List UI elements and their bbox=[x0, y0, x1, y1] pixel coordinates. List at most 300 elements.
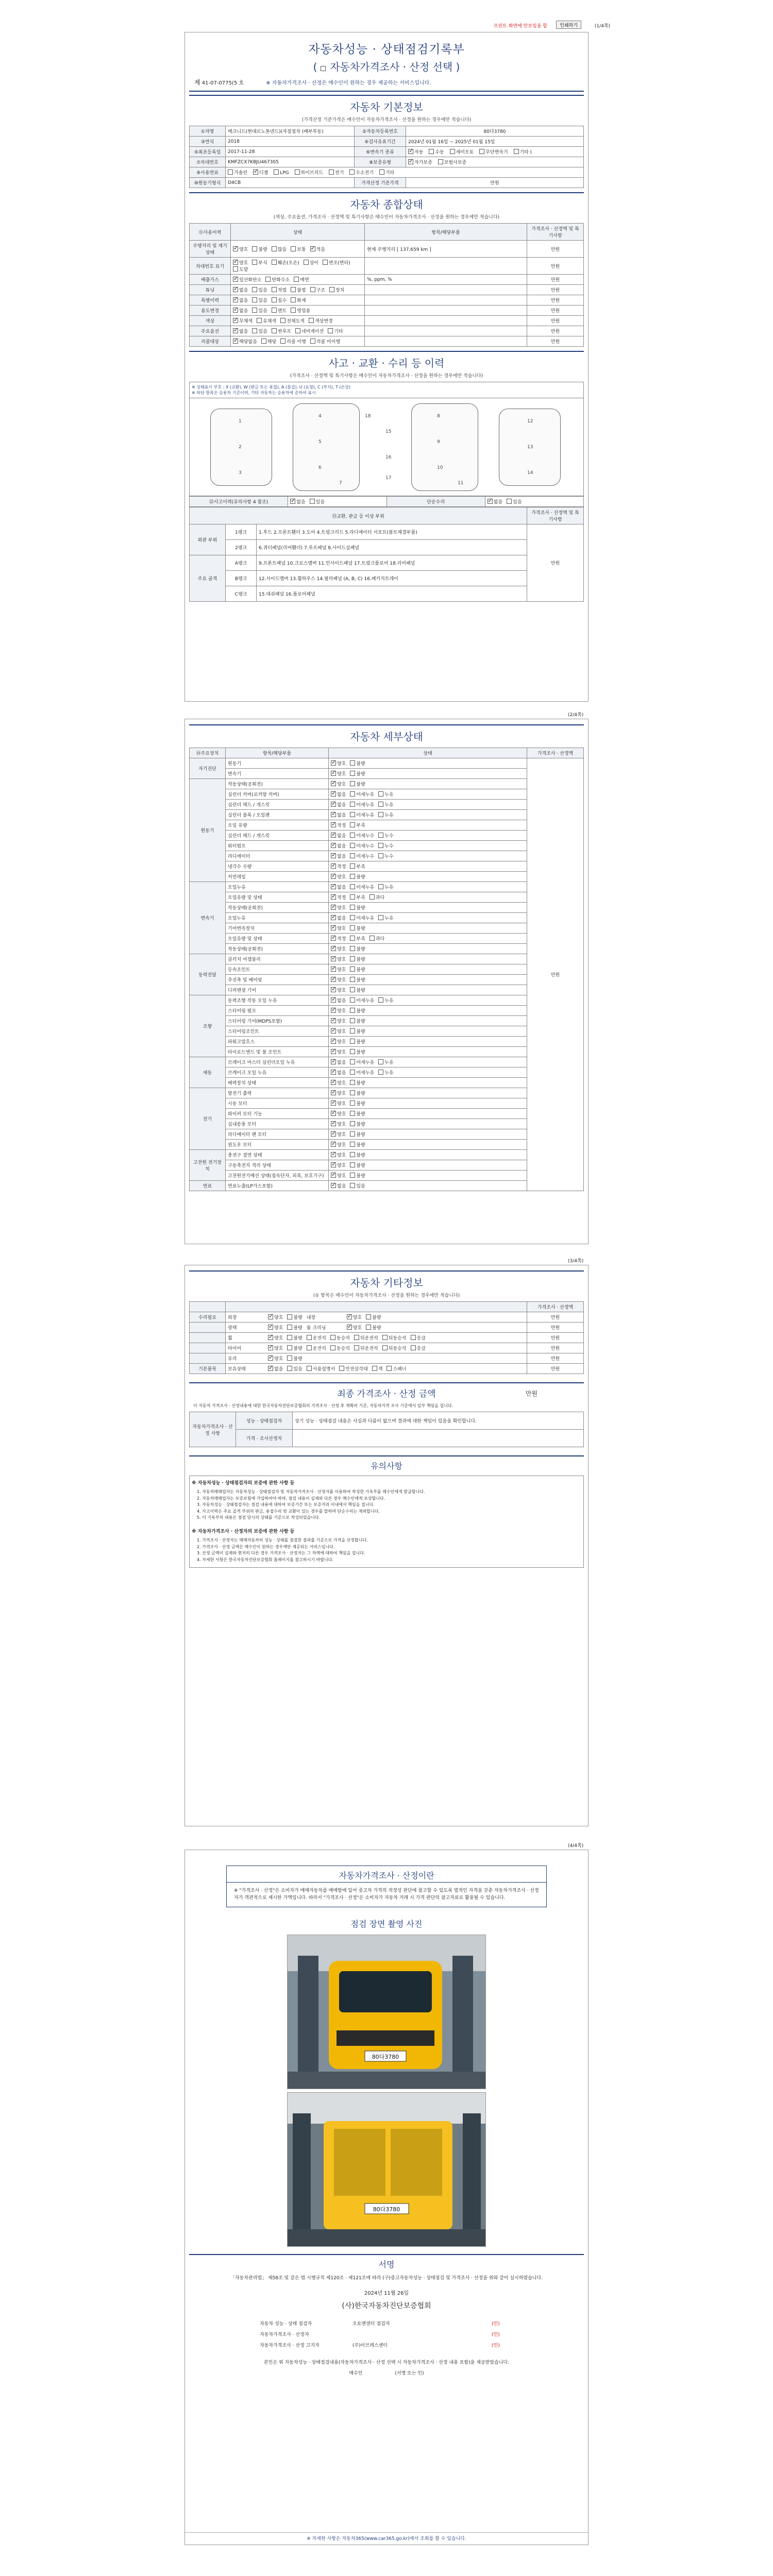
other-option bbox=[411, 1334, 426, 1341]
checkbox[interactable] bbox=[378, 802, 383, 807]
checkbox[interactable] bbox=[378, 833, 383, 838]
checkbox[interactable] bbox=[268, 1355, 273, 1361]
checkbox[interactable] bbox=[350, 1008, 355, 1013]
detail-option bbox=[378, 884, 393, 890]
accident-items: 1.후드 2.프론트휀더 3.도어 4.트렁크리드 5.라디에이터 서포트(볼트체결부품) bbox=[257, 524, 527, 540]
checkbox[interactable] bbox=[350, 1049, 355, 1054]
checkbox[interactable] bbox=[350, 894, 355, 900]
detail-row bbox=[190, 851, 584, 861]
option-label: 미세누유 bbox=[356, 998, 375, 1004]
car-part-number: 17 bbox=[385, 476, 392, 481]
checkbox[interactable] bbox=[331, 894, 336, 900]
model-year: 2018 bbox=[226, 137, 355, 147]
other-option bbox=[347, 1314, 362, 1320]
checkbox[interactable] bbox=[252, 297, 257, 302]
checkbox[interactable] bbox=[329, 287, 334, 292]
detail-row bbox=[190, 820, 584, 831]
checkbox[interactable] bbox=[331, 1039, 336, 1044]
checkbox[interactable] bbox=[304, 260, 309, 265]
checkbox[interactable] bbox=[272, 297, 277, 302]
signer-label: 자동차가격조사 · 산정자 bbox=[260, 2332, 309, 2337]
option-label: 양호 bbox=[337, 772, 346, 777]
checkbox[interactable] bbox=[310, 287, 315, 292]
checkbox[interactable] bbox=[252, 328, 257, 333]
page-1 bbox=[184, 32, 589, 702]
option-label: 없음 bbox=[274, 1367, 283, 1372]
checkbox[interactable] bbox=[411, 1345, 416, 1350]
checkbox[interactable] bbox=[350, 1131, 355, 1137]
checkbox[interactable] bbox=[268, 1314, 273, 1319]
status-row bbox=[190, 241, 584, 258]
checkbox[interactable] bbox=[233, 297, 238, 302]
checkbox[interactable] bbox=[331, 1049, 336, 1054]
detail-item: 충전구 절연 상태 bbox=[226, 1150, 329, 1160]
detail-item: 작동상태(공회전) bbox=[226, 779, 329, 789]
checkbox[interactable] bbox=[331, 863, 336, 869]
checkbox[interactable] bbox=[287, 1325, 292, 1330]
status-option bbox=[233, 276, 261, 283]
checkbox[interactable] bbox=[295, 328, 300, 333]
option-label: 불량 bbox=[356, 988, 365, 993]
checkbox[interactable] bbox=[309, 318, 314, 323]
option-label: 없음 bbox=[337, 1184, 346, 1189]
checkbox[interactable] bbox=[331, 874, 336, 879]
status-detail bbox=[365, 306, 527, 316]
checkbox[interactable] bbox=[252, 246, 257, 251]
detail-group: 자기진단 bbox=[190, 758, 226, 779]
detail-options bbox=[329, 892, 527, 903]
page-3 bbox=[184, 1265, 589, 1826]
checkbox[interactable] bbox=[350, 863, 355, 869]
option-label: 양호 bbox=[337, 988, 346, 993]
checkbox[interactable] bbox=[350, 997, 355, 1003]
checkbox[interactable] bbox=[350, 1070, 355, 1075]
option-label: 양호 bbox=[337, 1143, 346, 1148]
detail-row bbox=[190, 800, 584, 810]
checkbox[interactable] bbox=[331, 925, 336, 930]
checkbox[interactable] bbox=[386, 1366, 392, 1371]
checkbox[interactable] bbox=[350, 884, 355, 889]
signer-row bbox=[258, 2340, 515, 2350]
signer-mark[interactable]: (인) bbox=[492, 2332, 500, 2337]
checkbox[interactable] bbox=[331, 956, 336, 961]
checkbox[interactable] bbox=[331, 936, 336, 941]
checkbox[interactable] bbox=[272, 246, 277, 251]
checkbox[interactable] bbox=[272, 328, 277, 333]
detail-option bbox=[350, 1018, 365, 1024]
checkbox[interactable] bbox=[350, 1059, 355, 1064]
checkbox[interactable] bbox=[331, 946, 336, 951]
detail-option bbox=[350, 853, 374, 859]
detail-option bbox=[331, 1069, 346, 1076]
detail-option bbox=[331, 1172, 346, 1179]
checkbox[interactable] bbox=[287, 1335, 292, 1340]
checkbox[interactable] bbox=[287, 1345, 292, 1350]
option-label: 불량 bbox=[356, 1143, 365, 1148]
checkbox[interactable] bbox=[350, 1090, 355, 1095]
checkbox[interactable] bbox=[291, 287, 296, 292]
checkbox[interactable] bbox=[233, 308, 238, 313]
checkbox[interactable] bbox=[369, 936, 375, 941]
checkbox[interactable] bbox=[331, 905, 336, 910]
checkbox[interactable] bbox=[350, 1142, 355, 1147]
checkbox[interactable] bbox=[350, 915, 355, 920]
status-price: 만원 bbox=[527, 241, 584, 258]
checkbox[interactable] bbox=[233, 338, 238, 344]
checkbox[interactable] bbox=[323, 260, 328, 265]
checkbox[interactable] bbox=[339, 1366, 344, 1371]
receiver-sign[interactable]: (서명 또는 인) bbox=[395, 2370, 424, 2376]
detail-row bbox=[190, 975, 584, 985]
checkbox[interactable] bbox=[331, 987, 336, 992]
checkbox[interactable] bbox=[331, 760, 336, 766]
option-label: 양호 bbox=[337, 926, 346, 931]
option-label: 불량 bbox=[372, 1315, 381, 1320]
signer-mark[interactable]: (인) bbox=[492, 2343, 500, 2348]
option-label: 불량 bbox=[356, 1009, 365, 1014]
checkbox[interactable] bbox=[252, 308, 257, 313]
checkbox[interactable] bbox=[233, 287, 238, 292]
checkbox[interactable] bbox=[350, 874, 355, 879]
detail-item: 브레이크 오일 누유 bbox=[226, 1067, 329, 1078]
checkbox[interactable] bbox=[331, 1100, 336, 1106]
checkbox[interactable] bbox=[331, 1131, 336, 1137]
checkbox[interactable] bbox=[331, 1152, 336, 1157]
detail-option bbox=[331, 1121, 346, 1127]
checkbox[interactable] bbox=[350, 1121, 355, 1126]
other-option bbox=[330, 1345, 350, 1351]
other-group bbox=[190, 1353, 226, 1364]
other-row bbox=[190, 1312, 584, 1323]
print-button[interactable]: 인쇄하기 bbox=[556, 21, 581, 29]
option-label: 양호 bbox=[337, 978, 346, 983]
checkbox[interactable] bbox=[350, 1152, 355, 1157]
checkbox[interactable] bbox=[350, 791, 355, 796]
detail-item: 작동상태(공회전) bbox=[226, 903, 329, 913]
checkbox[interactable] bbox=[287, 1355, 292, 1361]
checkbox[interactable] bbox=[382, 1335, 388, 1340]
detail-option bbox=[350, 770, 365, 777]
checkbox[interactable] bbox=[287, 1314, 292, 1319]
reg-number: 80다3780 bbox=[406, 126, 584, 137]
checkbox[interactable] bbox=[350, 1080, 355, 1085]
checkbox[interactable] bbox=[331, 1162, 336, 1167]
status-option bbox=[265, 276, 290, 283]
detail-row bbox=[190, 882, 584, 892]
checkbox[interactable] bbox=[350, 1100, 355, 1106]
checkbox[interactable] bbox=[382, 1345, 388, 1350]
other-option bbox=[268, 1355, 283, 1362]
checkbox[interactable] bbox=[366, 1314, 371, 1319]
checkbox[interactable] bbox=[307, 1366, 312, 1371]
option-label: 적법 bbox=[277, 288, 287, 293]
checkbox[interactable] bbox=[331, 1070, 336, 1075]
status-detail: %, ppm, % bbox=[365, 275, 527, 285]
checkbox[interactable] bbox=[331, 1080, 336, 1085]
status-option bbox=[257, 317, 276, 324]
other-options bbox=[226, 1364, 527, 1374]
option-label: 부식 bbox=[258, 261, 267, 266]
checkbox[interactable] bbox=[331, 915, 336, 920]
detail-option bbox=[331, 1182, 346, 1189]
checkbox[interactable] bbox=[350, 977, 355, 982]
detail-item: 커먼레일 bbox=[226, 872, 329, 882]
checkbox[interactable] bbox=[233, 318, 238, 323]
checkbox[interactable] bbox=[350, 925, 355, 930]
accident-rank: C랭크 bbox=[226, 586, 257, 602]
detail-option bbox=[350, 945, 365, 952]
status-option bbox=[272, 286, 287, 293]
checkbox[interactable] bbox=[252, 260, 257, 265]
detail-item: 실린더 블록 / 오일팬 bbox=[226, 810, 329, 820]
other-option bbox=[386, 1365, 406, 1372]
other-option bbox=[411, 1345, 426, 1351]
option-label: 불량 bbox=[356, 1050, 365, 1055]
detail-option bbox=[350, 997, 374, 1004]
checkbox[interactable] bbox=[268, 1325, 273, 1330]
car-diagram bbox=[189, 398, 584, 496]
engine-type: D4CB bbox=[226, 178, 355, 188]
checkbox[interactable] bbox=[280, 338, 285, 344]
checkbox[interactable] bbox=[330, 1345, 335, 1350]
checkbox[interactable] bbox=[331, 967, 336, 972]
signer-mark[interactable]: (인) bbox=[492, 2321, 500, 2327]
detail-row bbox=[190, 954, 584, 964]
checkbox[interactable] bbox=[310, 338, 315, 344]
detail-option bbox=[331, 1162, 346, 1168]
detail-item: 오일유량 및 상태 bbox=[226, 934, 329, 944]
checkbox[interactable] bbox=[350, 936, 355, 941]
checkbox[interactable] bbox=[331, 781, 336, 786]
option-label: 양호 bbox=[337, 1122, 346, 1127]
checkbox[interactable] bbox=[331, 1059, 336, 1064]
detail-option bbox=[350, 1100, 365, 1107]
checkbox[interactable] bbox=[347, 1325, 352, 1330]
checkbox[interactable] bbox=[369, 894, 375, 900]
car-part-number: 5 bbox=[318, 439, 322, 445]
other-option bbox=[307, 1334, 326, 1341]
checkbox[interactable] bbox=[350, 1111, 355, 1116]
checkbox[interactable] bbox=[354, 1335, 359, 1340]
detail-row bbox=[190, 861, 584, 872]
checkbox[interactable] bbox=[350, 843, 355, 848]
checkbox[interactable] bbox=[331, 1090, 336, 1095]
option-label: 양호 bbox=[337, 1009, 346, 1014]
other-group bbox=[190, 1333, 226, 1343]
detail-options bbox=[329, 1047, 527, 1057]
checkbox[interactable] bbox=[331, 884, 336, 889]
checkbox[interactable] bbox=[331, 822, 336, 827]
checkbox[interactable] bbox=[272, 287, 277, 292]
guide-text: ※ "가격조사 · 산정"은 소비자가 매매자동차를 매매함에 있어 중고차 가격의 적정성 판단에 참고할 수 있도록 법적인 자격을 갖춘 자동차가격조사 · 산정자가 객관적으로 제시한 가액입니다. 따라서 "가격조사 · 산정"은 소비자가 자동차 거래 시 가격 판단의 참고자료로 활용될 수 있습니다. bbox=[234, 1888, 539, 1901]
checkbox[interactable] bbox=[233, 277, 238, 282]
checkbox[interactable] bbox=[350, 1039, 355, 1044]
option-label: 일산화탄소 bbox=[239, 278, 262, 283]
checkbox[interactable] bbox=[257, 318, 262, 323]
checkbox[interactable] bbox=[378, 853, 383, 858]
checkbox[interactable] bbox=[350, 1018, 355, 1023]
checkbox[interactable] bbox=[233, 328, 238, 333]
checkbox[interactable] bbox=[350, 946, 355, 951]
detail-option bbox=[378, 1059, 393, 1065]
checkbox[interactable] bbox=[268, 1366, 273, 1371]
status-row bbox=[190, 285, 584, 295]
checkbox[interactable] bbox=[378, 791, 383, 796]
checkbox[interactable] bbox=[291, 297, 296, 302]
checkbox[interactable] bbox=[350, 760, 355, 766]
option-label: 없음 bbox=[239, 288, 248, 293]
other-option bbox=[339, 1365, 367, 1372]
checkbox[interactable] bbox=[331, 791, 336, 796]
checkbox[interactable] bbox=[328, 328, 333, 333]
checkbox[interactable] bbox=[331, 1018, 336, 1023]
checkbox[interactable] bbox=[331, 812, 336, 817]
checkbox[interactable] bbox=[331, 1111, 336, 1116]
detail-row bbox=[190, 995, 584, 1006]
other-options bbox=[226, 1312, 527, 1323]
checkbox[interactable] bbox=[331, 977, 336, 982]
accident-history: 사고 · 교환 · 수리 등 이력 (가격조사 · 산정액 및 특기사항은 매수인이 자동차가격조사 · 산정을 원하는 경우에만 적습니다) ※ 상태표시 부호 : X (교환), W (판금 또는 용접), A (흠집), U (요철), C (부식), T (손상) ※ 하단 항목은 승용차 기준이며, 기타 자동차는 승용차에 준하여 표시 1 2 3 4 5 6 7 8 9 10 11 12 13 14 15 16 17 18 ⑫사고이력(유의사항 4 참조) ✓ 없음 있음 단순수리 ✓ 없음 있음 ⑬교환, 판금 등 이상 부위 가격조사 · 산정액 및 특기사항 외판 부위 1랭크 1.후드 2.프론트휀더 3.도어 4.트렁크리드 5.라디에이터 서포트(볼트체결부품) 만원 2랭크 6.쿼터패널(리어휀더) 7.루프패널 8.사이드실패널 주요 골격 A랭크 9.프론트패널 10.크로스멤버 11.인사이드패널 17.트렁크플로어 18.리어패널 B랭크 12.사이드멤버 13.휠하우스 14.필러패널 (A, B, C) 16.패키지트레이 C랭크 15.대쉬패널 16.플로어패널 bbox=[189, 351, 584, 602]
checkbox[interactable] bbox=[268, 1335, 273, 1340]
checkbox[interactable] bbox=[350, 1162, 355, 1167]
checkbox[interactable] bbox=[350, 812, 355, 817]
checkbox[interactable] bbox=[233, 260, 238, 265]
checkbox[interactable] bbox=[233, 266, 238, 272]
checkbox[interactable] bbox=[307, 1345, 312, 1350]
status-option bbox=[310, 338, 340, 345]
checkbox[interactable] bbox=[331, 1183, 336, 1188]
detail-option bbox=[331, 904, 346, 911]
checkbox[interactable] bbox=[331, 843, 336, 848]
checkbox[interactable] bbox=[331, 1121, 336, 1126]
detail-option bbox=[378, 853, 393, 859]
detail-options bbox=[329, 1160, 527, 1171]
checkbox[interactable] bbox=[350, 905, 355, 910]
checkbox[interactable] bbox=[287, 1366, 292, 1371]
checkbox[interactable] bbox=[350, 1173, 355, 1178]
checkbox[interactable] bbox=[261, 338, 266, 344]
option-label: 누유 bbox=[384, 1071, 394, 1076]
checkbox[interactable] bbox=[307, 1335, 312, 1340]
checkbox[interactable] bbox=[331, 771, 336, 776]
other-option bbox=[354, 1334, 378, 1341]
checkbox[interactable] bbox=[233, 246, 238, 251]
checkbox[interactable] bbox=[378, 915, 383, 920]
fuel-diesel-checkbox[interactable] bbox=[253, 170, 258, 175]
checkbox[interactable] bbox=[331, 1173, 336, 1178]
car-top-front bbox=[293, 403, 360, 491]
checkbox[interactable] bbox=[331, 853, 336, 858]
trans-auto-checkbox[interactable] bbox=[408, 149, 413, 154]
checkbox[interactable] bbox=[378, 997, 383, 1003]
checkbox[interactable] bbox=[294, 277, 299, 282]
checkbox[interactable] bbox=[378, 843, 383, 848]
checkbox[interactable] bbox=[411, 1335, 416, 1340]
checkbox[interactable] bbox=[330, 1335, 335, 1340]
caution-item: 3. 자동차성능 · 상태점검자는 점검 내용에 대하여 보증기간 또는 보증거리 이내에서 책임을 집니다. bbox=[197, 1502, 375, 1507]
checkbox[interactable] bbox=[350, 987, 355, 992]
checkbox[interactable] bbox=[372, 1366, 377, 1371]
photo-plate-1: 80다3780 bbox=[372, 2054, 399, 2060]
checkbox[interactable] bbox=[331, 1028, 336, 1033]
status-option bbox=[252, 297, 267, 303]
checkbox[interactable] bbox=[331, 1008, 336, 1013]
checkbox[interactable] bbox=[331, 833, 336, 838]
detail-row bbox=[190, 1057, 584, 1067]
checkbox[interactable] bbox=[268, 1345, 273, 1350]
checkbox[interactable] bbox=[366, 1325, 371, 1330]
other-option bbox=[382, 1345, 407, 1351]
option-label: 있음 bbox=[356, 1184, 365, 1189]
checkbox[interactable] bbox=[272, 260, 277, 265]
checkbox[interactable] bbox=[291, 246, 296, 251]
option-label: 누수 bbox=[384, 854, 394, 859]
checkbox[interactable] bbox=[272, 308, 277, 313]
checkbox[interactable] bbox=[378, 884, 383, 889]
option-label: 미세누수 bbox=[356, 834, 375, 839]
checkbox[interactable] bbox=[378, 1059, 383, 1064]
detail-options bbox=[329, 1037, 527, 1047]
option-label: 불량 bbox=[356, 782, 365, 787]
checkbox[interactable] bbox=[350, 853, 355, 858]
detail-item: 오일유량 및 상태 bbox=[226, 892, 329, 903]
other-row bbox=[190, 1353, 584, 1364]
checkbox[interactable] bbox=[378, 812, 383, 817]
option-label: 훼손(오손) bbox=[277, 261, 299, 266]
checkbox[interactable] bbox=[350, 771, 355, 776]
checkbox[interactable] bbox=[350, 833, 355, 838]
checkbox[interactable] bbox=[350, 1183, 355, 1188]
option-label: 매연 bbox=[300, 278, 309, 283]
checkbox[interactable] bbox=[378, 1070, 383, 1075]
checkbox[interactable] bbox=[350, 967, 355, 972]
checkbox[interactable] bbox=[265, 277, 271, 282]
checkbox[interactable] bbox=[331, 802, 336, 807]
checkbox[interactable] bbox=[350, 822, 355, 827]
checkbox[interactable] bbox=[280, 318, 285, 323]
status-price: 만원 bbox=[527, 295, 584, 306]
status-row bbox=[190, 295, 584, 306]
price-service-checkbox[interactable] bbox=[321, 66, 326, 71]
option-label: 없음 bbox=[337, 916, 346, 921]
caution-item: 5. 이 기록부의 내용은 점검 당시의 상태를 기준으로 작성되었습니다. bbox=[197, 1515, 321, 1520]
detail-item: 파워고압호스 bbox=[226, 1037, 329, 1047]
checkbox[interactable] bbox=[350, 781, 355, 786]
basic-info-table: ①차명 메크니드(현대르노톤넨드)(자점점자 (배부투동) ②자동차등록번호 80다3780 ③연식 2018 ④검사유효기간 2024년 01월 16일 ~ 2025년 01월 15일 ⑤최초등록일 2017-11-28 ⑥변속기 종류 ✓ 자동 수동 세미오토 무단변속기 기타 ( ⑦차대번호 KMFZCX7KBJU467305 ⑧보증유형 ✓ 자가보증 보험사보증 ⑨사용연료 가솔린 ✓ 디젤 LPG 하이브리드 전기 수소전기 기타 ⑩원동기형식 D4CB 가격산정 기준가격 만원 bbox=[189, 126, 584, 188]
other-option bbox=[366, 1314, 381, 1320]
checkbox[interactable] bbox=[347, 1314, 352, 1319]
checkbox[interactable] bbox=[331, 1142, 336, 1147]
checkbox[interactable] bbox=[350, 956, 355, 961]
detail-row bbox=[190, 1109, 584, 1119]
checkbox[interactable] bbox=[291, 308, 296, 313]
option-label: 운전석 bbox=[312, 1336, 326, 1341]
checkbox[interactable] bbox=[350, 802, 355, 807]
status-detail bbox=[365, 326, 527, 336]
detail-option bbox=[378, 842, 393, 849]
checkbox[interactable] bbox=[354, 1345, 359, 1350]
checkbox[interactable] bbox=[310, 246, 315, 251]
status-option bbox=[310, 246, 325, 252]
accident-rank: A랭크 bbox=[226, 555, 257, 571]
option-label: 있음 bbox=[258, 309, 267, 314]
option-label: 사용설명서 bbox=[312, 1367, 335, 1372]
checkbox[interactable] bbox=[331, 997, 336, 1003]
status-option bbox=[328, 328, 343, 334]
detail-option bbox=[350, 1151, 365, 1158]
checkbox[interactable] bbox=[350, 1028, 355, 1033]
checkbox[interactable] bbox=[252, 287, 257, 292]
